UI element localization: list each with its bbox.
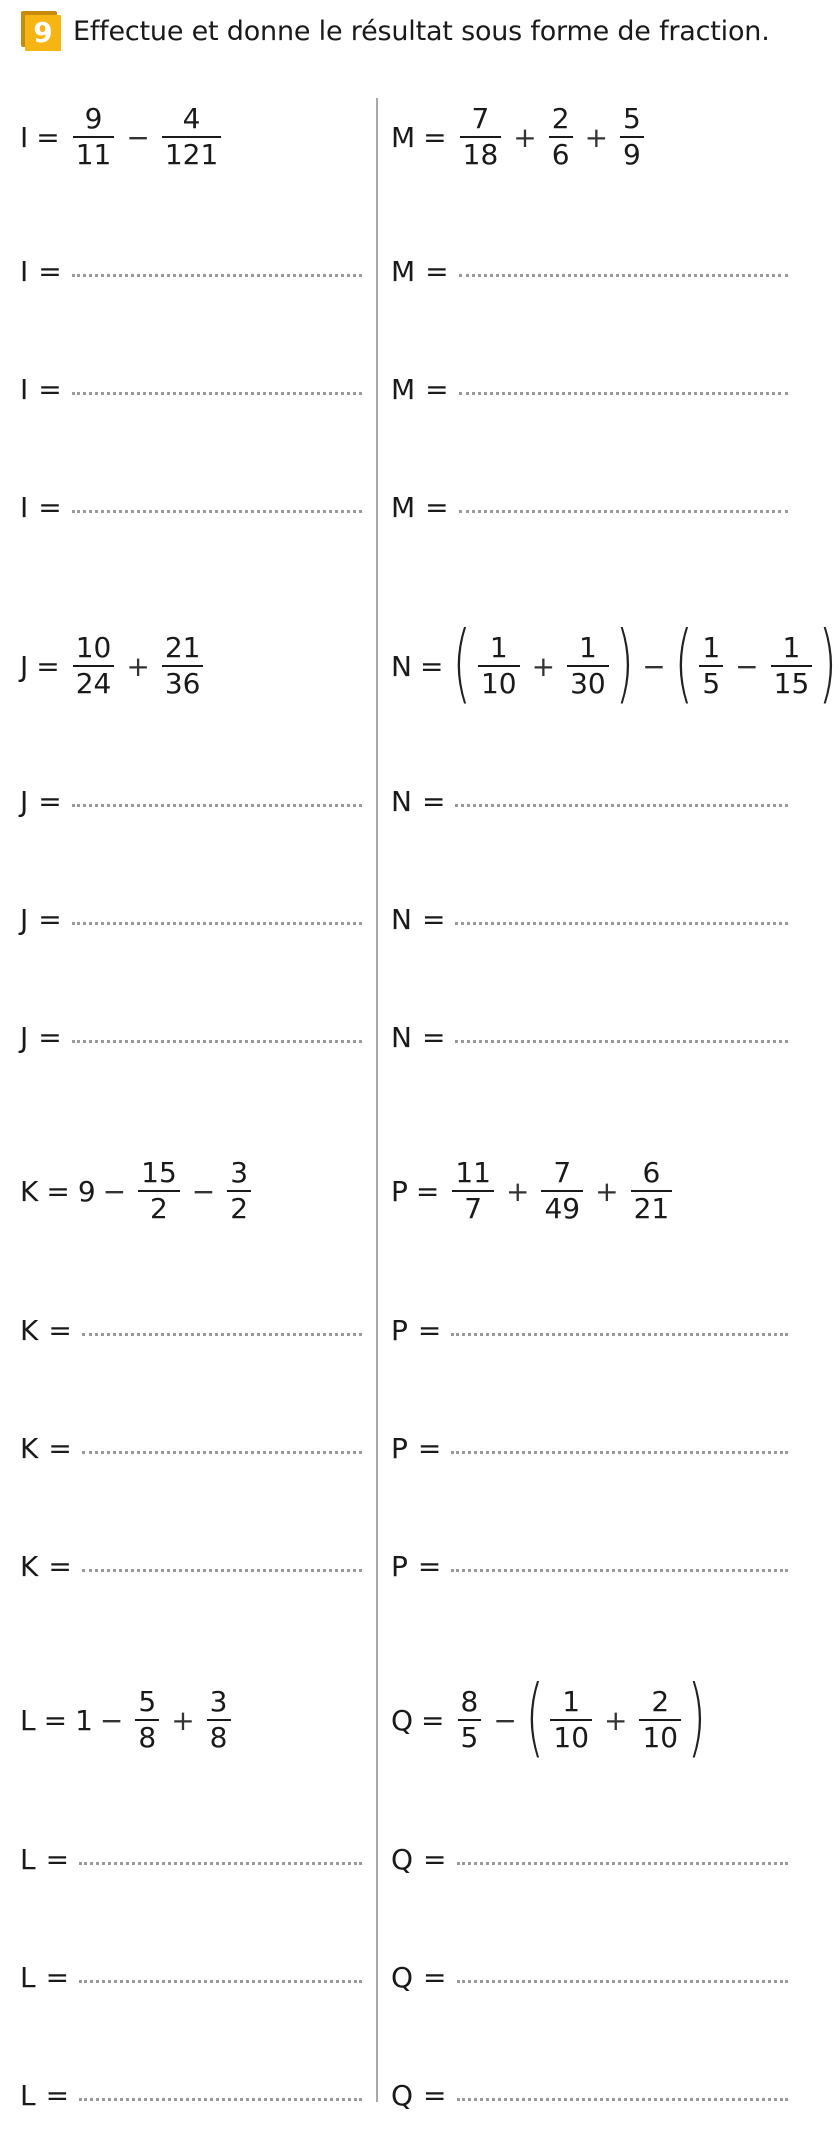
fraction — [458, 1685, 482, 1755]
answer-label: I — [20, 255, 29, 288]
fraction — [541, 1156, 583, 1226]
dotted-answer-blank[interactable] — [82, 1333, 362, 1336]
problem-M — [391, 92, 649, 182]
denominator: 2 — [150, 1192, 168, 1225]
equals-sign: = — [417, 1432, 442, 1465]
equals-sign: = — [36, 120, 60, 154]
equals-sign: = — [43, 1703, 68, 1737]
numerator: 7 — [553, 1156, 572, 1189]
answer-line-M[interactable] — [391, 255, 788, 288]
dotted-answer-blank[interactable] — [455, 1040, 788, 1043]
numerator: 6 — [642, 1156, 661, 1189]
problem-label: M — [391, 120, 416, 154]
denominator: 36 — [164, 667, 201, 700]
dotted-answer-blank[interactable] — [455, 922, 788, 925]
equals-sign: = — [423, 120, 447, 154]
answer-label: I — [20, 373, 29, 406]
column-divider — [376, 98, 378, 2102]
equals-sign: = — [48, 1432, 72, 1465]
answer-label: L — [20, 2079, 36, 2112]
denominator: 10 — [480, 667, 517, 700]
dotted-answer-blank[interactable] — [451, 1333, 788, 1336]
dotted-answer-blank[interactable] — [457, 2098, 788, 2101]
problem-I — [20, 92, 226, 182]
answer-line-I[interactable] — [20, 255, 362, 288]
problem-P — [391, 1146, 677, 1236]
answer-label: L — [20, 1961, 36, 1994]
fraction — [631, 1156, 673, 1226]
answer-label: L — [20, 1843, 36, 1876]
right-parenthesis: ) — [818, 613, 838, 713]
answer-label: M — [391, 255, 416, 288]
equals-sign: = — [38, 903, 62, 936]
answer-line-N[interactable] — [391, 785, 788, 818]
answer-line-M[interactable] — [391, 491, 788, 524]
denominator: 8 — [209, 1721, 228, 1754]
denominator: 10 — [553, 1721, 590, 1754]
equals-sign: = — [38, 491, 62, 524]
answer-label: M — [391, 373, 416, 406]
equals-sign: = — [45, 1961, 70, 1994]
fraction — [550, 1685, 592, 1755]
left-parenthesis: ( — [452, 613, 472, 713]
denominator: 2 — [230, 1192, 249, 1225]
equals-sign: = — [417, 1550, 442, 1583]
denominator: 11 — [75, 138, 112, 171]
left-parenthesis: ( — [674, 613, 693, 713]
numerator: 1 — [562, 1685, 581, 1718]
answer-label: I — [20, 491, 29, 524]
dotted-answer-blank[interactable] — [82, 1451, 362, 1454]
equals-sign: = — [36, 649, 60, 683]
numerator: 3 — [230, 1156, 249, 1189]
numerator: 1 — [579, 631, 597, 664]
denominator: 24 — [75, 667, 112, 700]
equals-sign: = — [48, 1314, 72, 1347]
denominator: 21 — [633, 1192, 670, 1225]
fraction — [162, 102, 221, 172]
denominator: 121 — [164, 138, 219, 171]
answer-line-N[interactable] — [391, 1021, 788, 1054]
denominator: 18 — [462, 138, 499, 171]
answer-line-Q[interactable] — [391, 1961, 788, 1994]
denominator: 7 — [464, 1192, 483, 1225]
equals-sign: = — [425, 491, 449, 524]
equals-sign: = — [421, 1021, 446, 1054]
dotted-answer-blank[interactable] — [459, 392, 788, 395]
dotted-answer-blank[interactable] — [72, 1040, 362, 1043]
equals-sign: = — [38, 255, 62, 288]
fraction — [162, 631, 204, 701]
numerator: 7 — [471, 102, 490, 135]
numerator: 9 — [84, 102, 103, 135]
answer-line-K[interactable] — [20, 1432, 362, 1465]
answer-label: J — [20, 785, 29, 818]
fraction — [227, 1156, 251, 1226]
problem-J — [20, 621, 208, 711]
answer-label: Q — [391, 1961, 414, 1994]
answer-label: N — [391, 1021, 412, 1054]
denominator: 49 — [544, 1192, 581, 1225]
answer-line-K[interactable] — [20, 1314, 362, 1347]
answer-label: Q — [391, 1843, 414, 1876]
answer-label: K — [20, 1432, 39, 1465]
equals-sign: = — [48, 1550, 72, 1583]
dotted-answer-blank[interactable] — [82, 1569, 362, 1572]
equals-sign: = — [415, 1174, 440, 1208]
answer-line-P[interactable] — [391, 1432, 788, 1465]
problem-label: J — [20, 649, 29, 683]
answer-label: J — [20, 1021, 29, 1054]
problem-Q — [391, 1667, 708, 1767]
answer-line-K[interactable] — [20, 1550, 362, 1583]
dotted-answer-blank[interactable] — [72, 392, 362, 395]
dotted-answer-blank[interactable] — [72, 510, 362, 513]
answer-label: N — [391, 903, 412, 936]
answer-line-Q[interactable] — [391, 1843, 788, 1876]
denominator: 5 — [460, 1721, 479, 1754]
answer-label: P — [391, 1432, 408, 1465]
equals-sign: = — [425, 373, 449, 406]
fraction — [567, 631, 609, 701]
fraction — [135, 1685, 159, 1755]
dotted-answer-blank[interactable] — [72, 922, 362, 925]
numerator: 3 — [209, 1685, 228, 1718]
answer-line-I[interactable] — [20, 491, 362, 524]
whole-number: 9 — [77, 1174, 96, 1208]
dotted-answer-blank[interactable] — [72, 804, 362, 807]
answer-label: J — [20, 903, 29, 936]
fraction — [452, 1156, 494, 1226]
numerator: 15 — [141, 1156, 177, 1189]
right-parenthesis: ) — [687, 1667, 707, 1767]
minus-sign: − — [493, 1703, 517, 1737]
numerator: 2 — [651, 1685, 670, 1718]
equals-sign: = — [46, 1174, 70, 1208]
equals-sign: = — [421, 1703, 445, 1737]
numerator: 4 — [182, 102, 201, 135]
fraction — [771, 631, 813, 701]
fraction — [73, 102, 115, 172]
equals-sign: = — [425, 255, 449, 288]
answer-line-J[interactable] — [20, 903, 362, 936]
answer-line-J[interactable] — [20, 1021, 362, 1054]
dotted-answer-blank[interactable] — [457, 1862, 788, 1865]
equals-sign: = — [38, 1021, 62, 1054]
answer-line-P[interactable] — [391, 1550, 788, 1583]
dotted-answer-blank[interactable] — [457, 1980, 788, 1983]
problem-label: I — [20, 120, 29, 154]
denominator: 6 — [551, 138, 570, 171]
equals-sign: = — [417, 1314, 442, 1347]
equals-sign: = — [421, 785, 446, 818]
problem-label: L — [20, 1703, 36, 1737]
plus-sign: + — [126, 649, 150, 683]
numerator: 5 — [623, 102, 641, 135]
equals-sign: = — [45, 2079, 70, 2112]
numerator: 1 — [702, 631, 721, 664]
minus-sign: − — [102, 1174, 127, 1208]
problem-label: K — [20, 1174, 39, 1208]
minus-sign: − — [99, 1703, 124, 1737]
numerator: 5 — [138, 1685, 157, 1718]
answer-label: P — [391, 1314, 408, 1347]
exercise-number: 9 — [25, 15, 61, 51]
right-parenthesis: ) — [615, 613, 634, 713]
numerator: 11 — [455, 1156, 491, 1189]
numerator: 21 — [164, 631, 201, 664]
answer-line-J[interactable] — [20, 785, 362, 818]
answer-line-Q[interactable] — [391, 2079, 788, 2112]
whole-number: 1 — [75, 1703, 93, 1737]
numerator: 1 — [782, 631, 801, 664]
equals-sign: = — [38, 373, 62, 406]
denominator: 10 — [642, 1721, 679, 1754]
answer-line-I[interactable] — [20, 373, 362, 406]
fraction — [699, 631, 723, 701]
numerator: 10 — [75, 631, 112, 664]
denominator: 30 — [570, 667, 606, 700]
dotted-answer-blank[interactable] — [455, 804, 788, 807]
fraction — [138, 1156, 180, 1226]
plus-sign: + — [584, 120, 609, 154]
answer-label: P — [391, 1550, 408, 1583]
dotted-answer-blank[interactable] — [79, 1862, 362, 1865]
plus-sign: + — [506, 1174, 530, 1208]
minus-sign: − — [735, 649, 759, 683]
fraction — [207, 1685, 231, 1755]
equals-sign: = — [419, 649, 444, 683]
dotted-answer-blank[interactable] — [459, 510, 788, 513]
answer-line-M[interactable] — [391, 373, 788, 406]
plus-sign: + — [604, 1703, 628, 1737]
answer-label: K — [20, 1550, 39, 1583]
fraction — [478, 631, 520, 701]
answer-line-P[interactable] — [391, 1314, 788, 1347]
denominator: 5 — [702, 667, 721, 700]
exercise-number-badge — [21, 11, 61, 51]
dotted-answer-blank[interactable] — [459, 274, 788, 277]
minus-sign: − — [642, 649, 666, 683]
fraction — [73, 631, 115, 701]
plus-sign: + — [171, 1703, 195, 1737]
plus-sign: + — [513, 120, 537, 154]
minus-sign: − — [191, 1174, 216, 1208]
problem-label: Q — [391, 1703, 414, 1737]
numerator: 2 — [551, 102, 570, 135]
problem-K — [20, 1146, 256, 1236]
problem-label: N — [391, 649, 412, 683]
denominator: 8 — [138, 1721, 157, 1754]
minus-sign: − — [126, 120, 150, 154]
denominator: 9 — [623, 138, 641, 171]
fraction — [549, 102, 573, 172]
dotted-answer-blank[interactable] — [79, 2098, 362, 2101]
dotted-answer-blank[interactable] — [451, 1569, 788, 1572]
numerator: 8 — [460, 1685, 479, 1718]
fraction — [620, 102, 644, 172]
answer-line-L[interactable] — [20, 1961, 362, 1994]
exercise-instruction: Effectue et donne le résultat sous forme de fraction. — [73, 15, 770, 47]
problem-N — [391, 613, 839, 713]
answer-line-N[interactable] — [391, 903, 788, 936]
answer-label: N — [391, 785, 412, 818]
fraction — [639, 1685, 681, 1755]
fraction — [460, 102, 502, 172]
answer-label: Q — [391, 2079, 414, 2112]
plus-sign: + — [531, 649, 556, 683]
problem-label: P — [391, 1174, 408, 1208]
equals-sign: = — [38, 785, 62, 818]
answer-line-L[interactable] — [20, 2079, 362, 2112]
plus-sign: + — [595, 1174, 619, 1208]
equals-sign: = — [45, 1843, 70, 1876]
equals-sign: = — [423, 1843, 447, 1876]
equals-sign: = — [423, 1961, 447, 1994]
answer-label: K — [20, 1314, 39, 1347]
left-parenthesis: ( — [525, 1667, 544, 1767]
answer-label: M — [391, 491, 416, 524]
problem-L — [20, 1675, 236, 1765]
equals-sign: = — [421, 903, 446, 936]
dotted-answer-blank[interactable] — [79, 1980, 362, 1983]
numerator: 1 — [489, 631, 508, 664]
equals-sign: = — [423, 2079, 447, 2112]
dotted-answer-blank[interactable] — [72, 274, 362, 277]
dotted-answer-blank[interactable] — [451, 1451, 788, 1454]
exercise-header — [21, 11, 770, 51]
denominator: 15 — [773, 667, 810, 700]
answer-line-L[interactable] — [20, 1843, 362, 1876]
